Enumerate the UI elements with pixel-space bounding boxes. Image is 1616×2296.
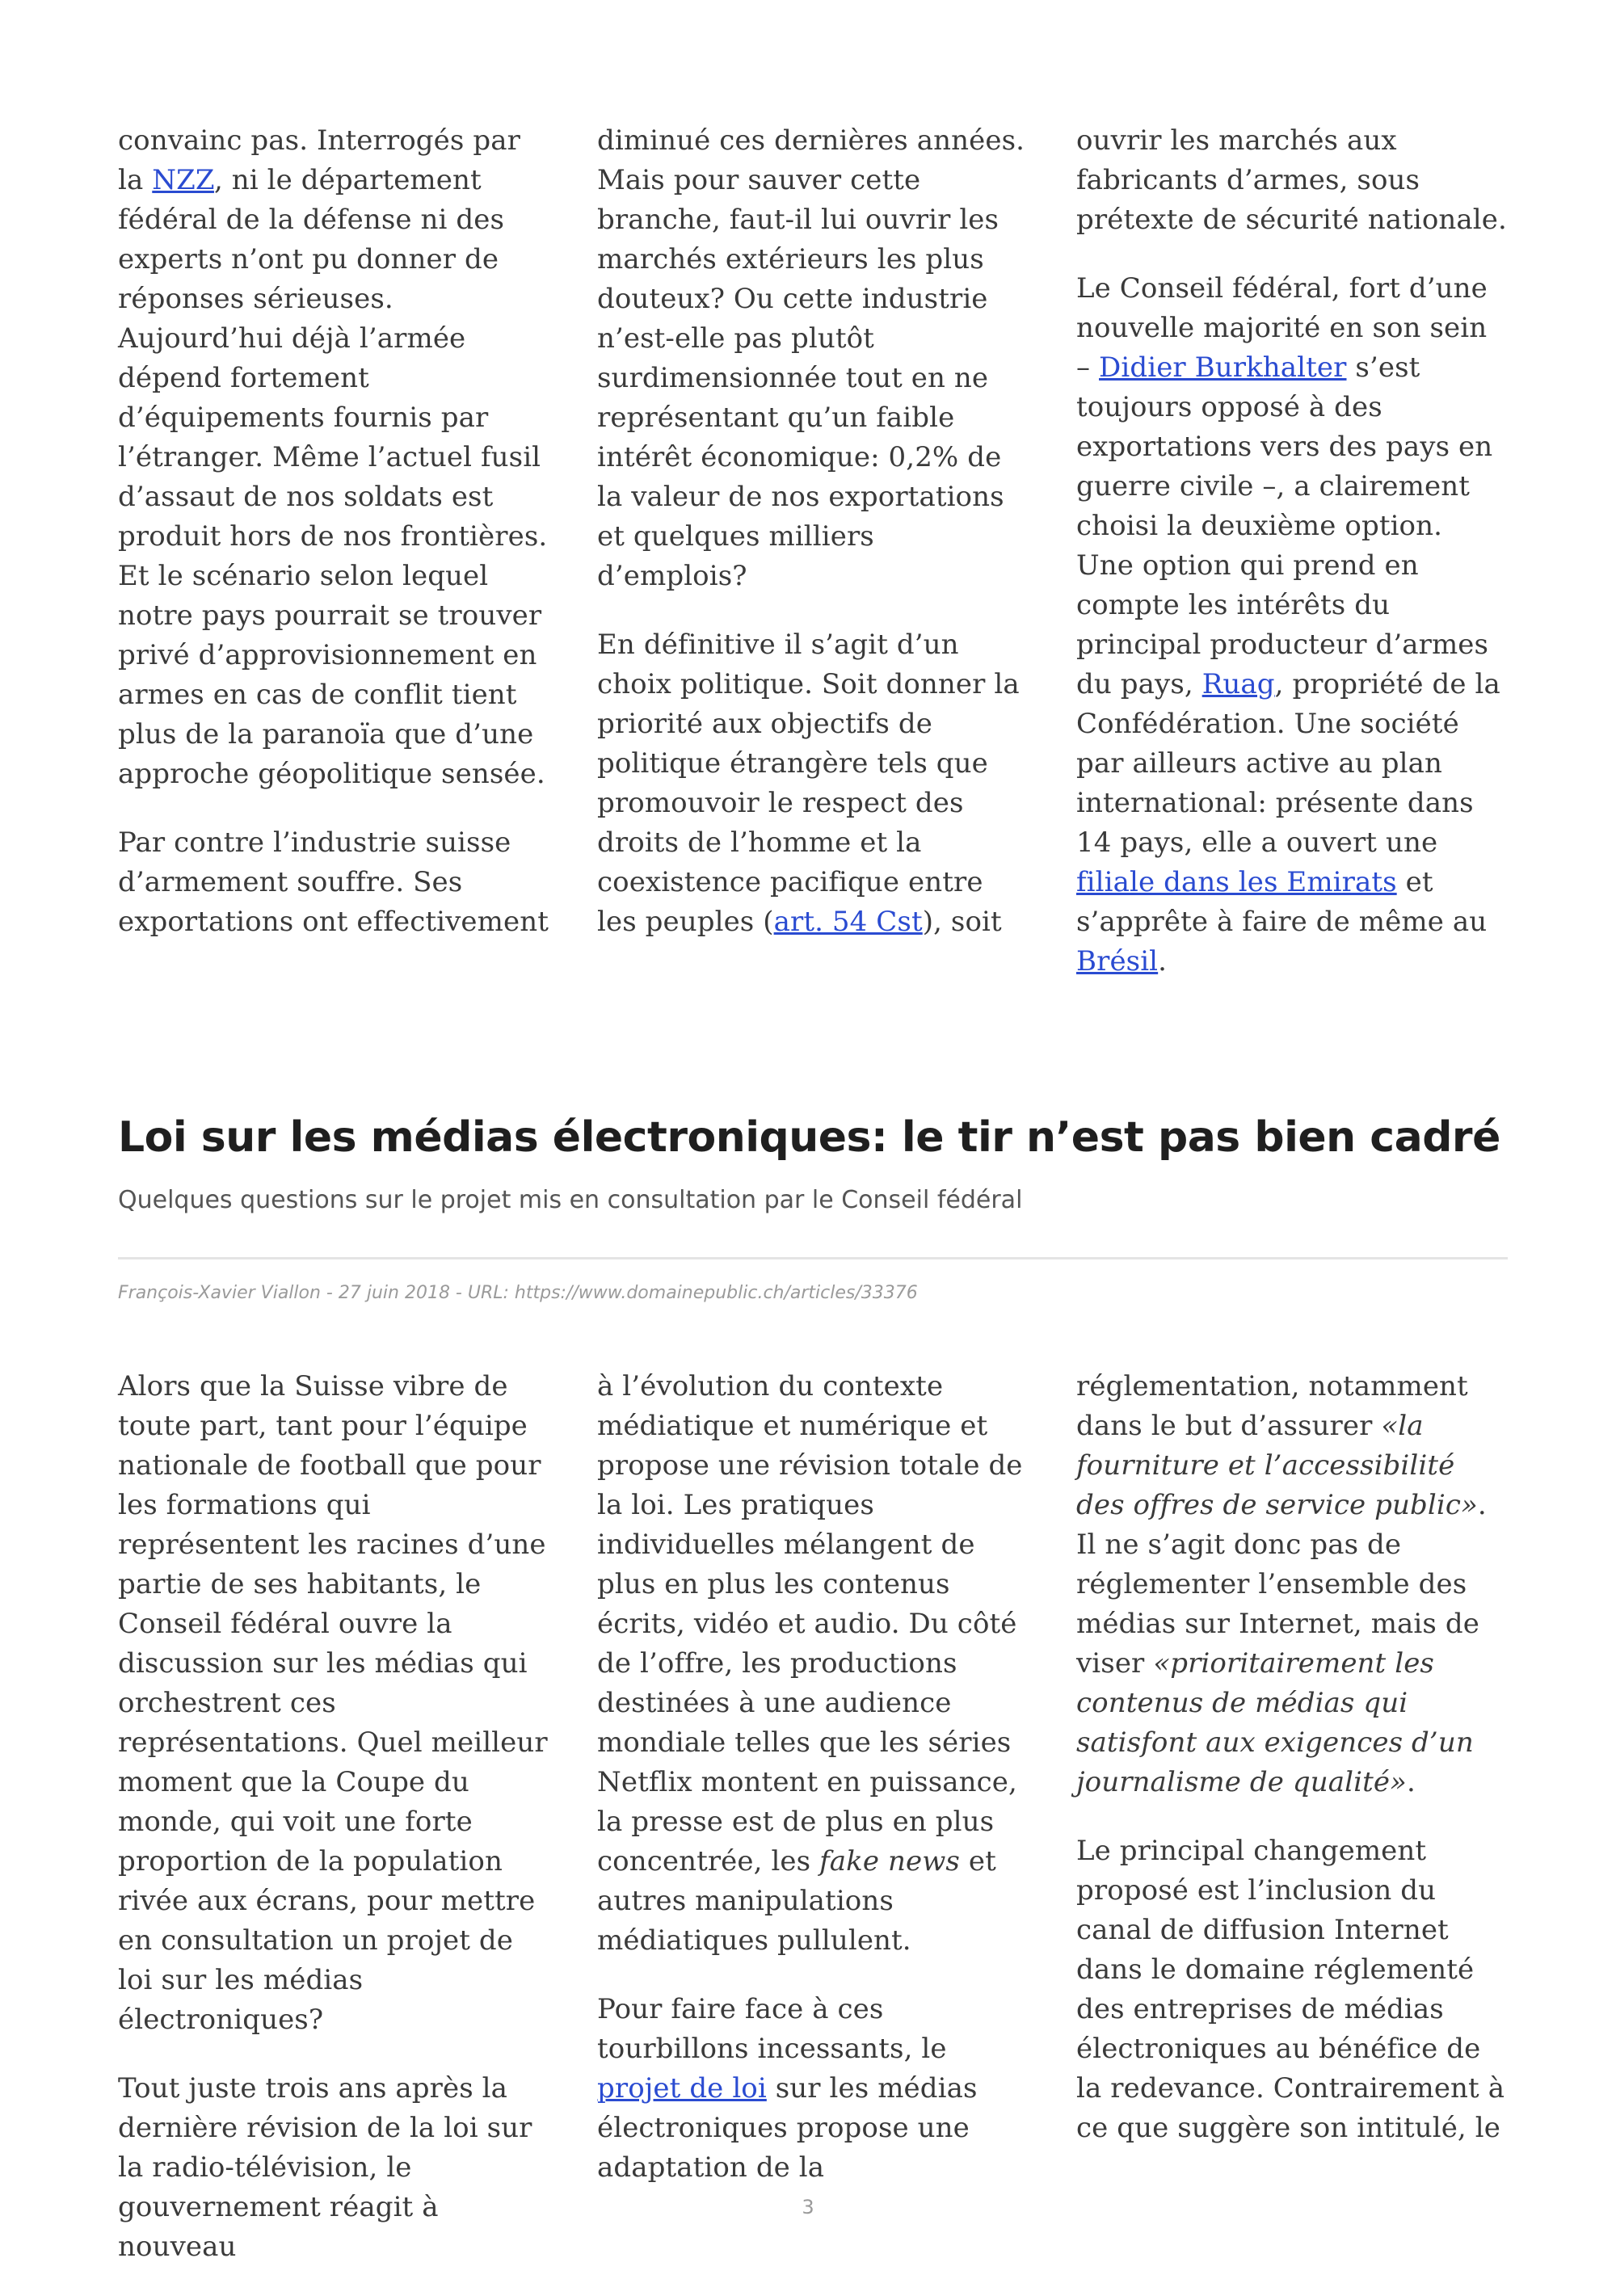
top-column-1 [118, 121, 549, 1011]
header-divider [118, 1257, 1508, 1259]
text-run: ), soit [922, 906, 1002, 938]
text-run: et autres manipulations médiatiques pullulent. [597, 1845, 996, 1957]
paragraph: Tout juste trois ans après la dernière révision de la loi sur la radio-télévision, le gouvernement réagit à nouveau [118, 2072, 532, 2263]
paragraph [1076, 269, 1507, 982]
paragraph [597, 625, 1028, 942]
link-ruag[interactable]: Ruag [1201, 668, 1275, 700]
text-run: Le Conseil fédéral, fort d’une nouvelle majorité en son sein – [1076, 272, 1488, 384]
article-body-columns [118, 1367, 1508, 2296]
article-title: Loi sur les médias électroniques: le tir n’est pas bien cadré [118, 1113, 1500, 1162]
text-run: . [1158, 945, 1168, 978]
text-run: réglementation, notamment dans le but d’assurer [1076, 1370, 1468, 1442]
text-run: Pour faire face à ces tourbillons incessants, le [597, 1993, 947, 2065]
paragraph [597, 1367, 1028, 1961]
paragraph [118, 121, 549, 794]
link-didier-burkhalter[interactable]: Didier Burkhalter [1099, 351, 1347, 384]
emphasis-fake-news: fake news [819, 1845, 960, 1878]
text-run: à l’évolution du contexte médiatique et numérique et propose une révision totale de la loi. Les pratiques individuelles mélangent de plus en plus les contenus écrits, vidéo et audio. Du côté de l’offre, les productions destinées à une audience mondiale telles que les séries Netflix montent en puissance, la presse est de plus en plus concentrée, les [597, 1370, 1023, 1878]
top-column-2 [597, 121, 1028, 1011]
text-run: s’est toujours opposé à des exportations vers des pays en guerre civile –, a clairement choisi la deuxième option. Une option qui prend en compte les intérêts du principal producteur d’armes du pays, [1076, 351, 1493, 700]
paragraph: Le principal changement proposé est l’inclusion du canal de diffusion Internet dans le domaine réglementé des entreprises de médias électroniques au bénéfice de la redevance. Contrairement à ce que suggère son intitulé, le [1076, 1835, 1505, 2144]
paragraph: ouvrir les marchés aux fabricants d’armes, sous prétexte de sécurité nationale. [1076, 124, 1507, 236]
paragraph: Par contre l’industrie suisse d’armement souffre. Ses exportations ont effectivement [118, 826, 549, 938]
paragraph: Alors que la Suisse vibre de toute part, tant pour l’équipe nationale de football que pour les formations qui représentent les racines d’une partie de ses habitants, le Conseil fédéral ouvre la discussion sur les médias qui orchestrent ces représentations. Quel meilleur moment que la Coupe du monde, qui voit une forte proportion de la population rivée aux écrans, pour mettre en consultation un projet de loi sur les médias électroniques? [118, 1370, 548, 2036]
text-run: convainc pas. Interrogés par la [118, 124, 520, 196]
paragraph: diminué ces dernières années. Mais pour sauver cette branche, faut-il lui ouvrir les marchés extérieurs les plus douteux? Ou cette industrie n’est-elle pas plutôt surdimensionnée tout en ne représentant qu’un faible intérêt économique: 0,2% de la valeur de nos exportations et quelques milliers d’emplois? [597, 124, 1025, 592]
top-article-columns [118, 121, 1508, 1011]
paragraph [597, 1990, 1028, 2188]
top-column-3 [1076, 121, 1507, 1011]
article-column-3 [1076, 1367, 1507, 2296]
link-filiale-emirats[interactable]: filiale dans les Emirats [1076, 866, 1397, 898]
text-run: et s’apprête à faire de même au [1076, 866, 1488, 938]
link-nzz[interactable]: NZZ [152, 164, 214, 196]
text-run: , ni le département fédéral de la défense ni des experts n’ont pu donner de réponses sérieuses. Aujourd’hui déjà l’armée dépend fortement d’équipements fournis par l’étranger. Même l’actuel fusil d’assaut de nos soldats est produit hors de nos frontières. Et le scénario selon lequel notre pays pourrait se trouver privé d’approvisionnement en armes en cas de conflit tient plus de la paranoïa que d’une approche géopolitique sensée. [118, 164, 548, 790]
paragraph [1076, 1367, 1507, 1802]
emphasis-quote: «la fourniture et l’accessibilité des offres de service public» [1076, 1410, 1478, 1521]
link-bresil[interactable]: Brésil [1076, 945, 1159, 978]
text-run: . [1406, 1766, 1416, 1798]
emphasis-quote: «prioritairement les contenus de médias qui satisfont aux exigences d’un journalisme de qualité» [1076, 1647, 1474, 1798]
article-column-2 [597, 1367, 1028, 2296]
link-art-54-cst[interactable]: art. 54 Cst [773, 906, 923, 938]
article-subtitle: Quelques questions sur le projet mis en consultation par le Conseil fédéral [118, 1186, 1023, 1214]
article-byline: François-Xavier Viallon - 27 juin 2018 - URL: https://www.domainepublic.ch/articles/33376 [118, 1283, 918, 1303]
article-column-1 [118, 1367, 549, 2296]
text-run: . Il ne s’agit donc pas de réglementer l’ensemble des médias sur Internet, mais de viser [1076, 1489, 1487, 1680]
link-projet-de-loi[interactable]: projet de loi [597, 2072, 767, 2105]
text-run: En définitive il s’agit d’un choix politique. Soit donner la priorité aux objectifs de politique étrangère tels que promouvoir le respect des droits de l’homme et la coexistence pacifique entre les peuples ( [597, 629, 1020, 938]
text-run: , propriété de la Confédération. Une société par ailleurs active au plan international: présente dans 14 pays, elle a ouvert une [1076, 668, 1500, 859]
page-number: 3 [802, 2196, 814, 2218]
text-run: sur les médias électroniques propose une adaptation de la [597, 2072, 978, 2184]
